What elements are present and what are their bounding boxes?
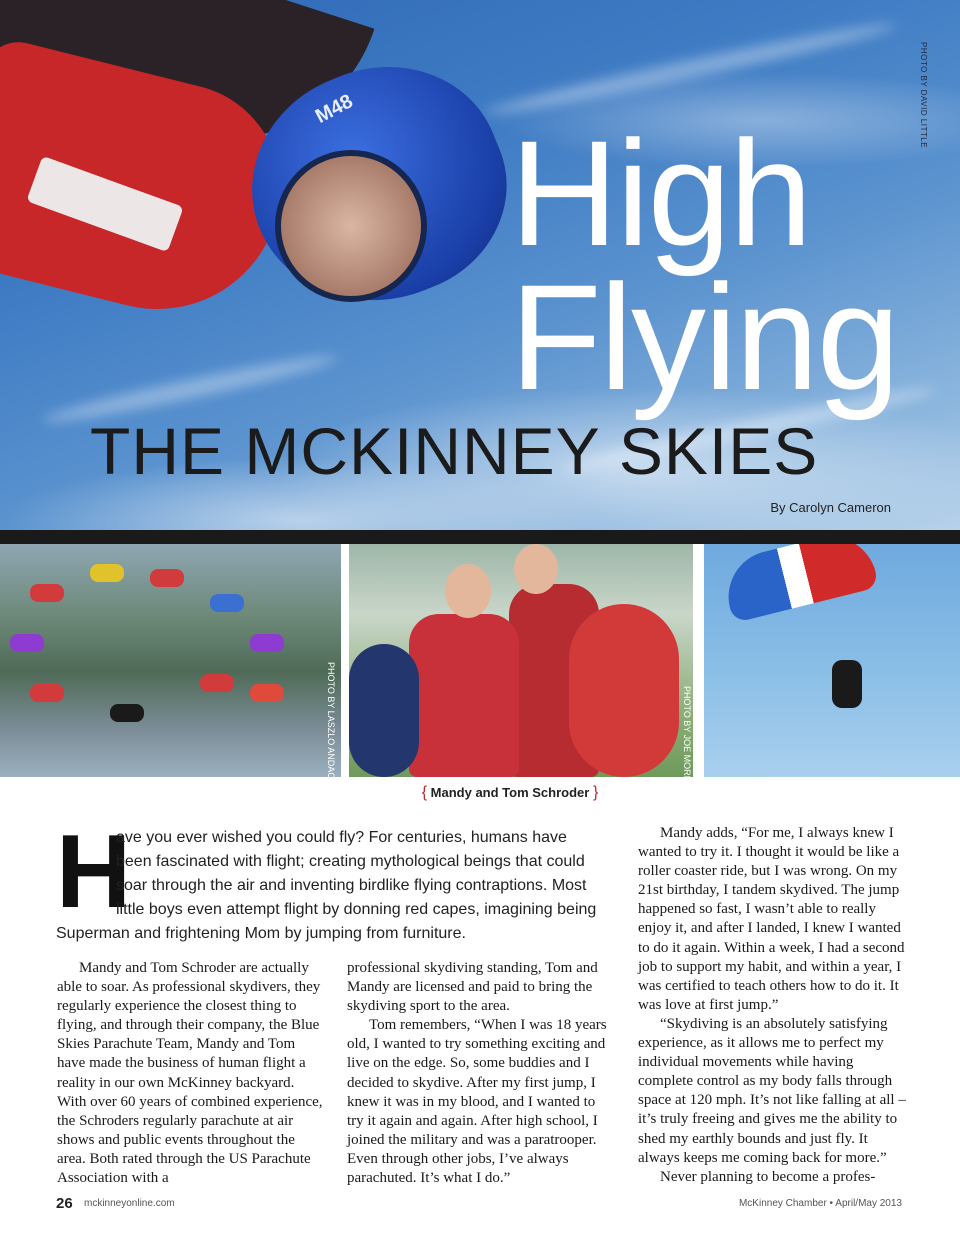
diver-shape xyxy=(90,564,124,582)
paragraph: Never planning to become a profes- xyxy=(660,1168,876,1185)
photo-credit-1: PHOTO BY LASZLO ANDACS xyxy=(326,662,336,785)
intro-line: ave you ever wished you could fly? For centuries, humans have xyxy=(116,829,567,846)
helmet-logo-text: M48 xyxy=(311,90,357,128)
skydiver-visor xyxy=(275,150,427,302)
subtitle: THE MCKINNEY SKIES xyxy=(90,414,819,488)
photo-caption xyxy=(380,784,640,802)
diver-shape xyxy=(200,674,234,692)
diver-shape xyxy=(10,634,44,652)
diver-shape xyxy=(210,594,244,612)
person-mandy xyxy=(409,614,519,777)
photo-mandy-and-tom xyxy=(349,544,693,785)
drop-cap: H xyxy=(56,814,132,930)
intro-line: been fascinated with flight; creating mythological beings that could xyxy=(116,853,585,870)
caption-brace-open: { xyxy=(421,784,428,801)
diver-shape xyxy=(250,684,284,702)
page-number: 26 xyxy=(56,1195,73,1212)
hero-photo xyxy=(0,0,960,530)
intro-line: Superman and frightening Mom by jumping from furniture. xyxy=(56,925,466,942)
diver-shape xyxy=(150,569,184,587)
diver-shape xyxy=(30,684,64,702)
paragraph: Mandy and Tom Schroder are actually able to soar. As professional skydivers, they regularly experience the closest thing to flying, and through their company, the Blue Skies Parachute Team, Mandy and Tom have made the business of human flight a reality in our own McKinney backyard. With over 60 years of combined experience, the Schroders regularly parachute at air shows and public events throughout the area. Both rated through the US Parachute Association with a xyxy=(57,960,323,1187)
paragraph: Tom remembers, “When I was 18 years old, I wanted to try something exciting and live on the edge. So, some buddies and I decided to skydive. After my first jump, I knew it was in my blood, and I wanted to try it again and again. After high school, I joined the military and was a paratrooper. Even through other jobs, I’ve always parachuted. It’s what I do.” xyxy=(347,1017,607,1187)
title-line-2: Flying xyxy=(510,253,899,421)
diver-shape xyxy=(110,704,144,722)
intro-line: little boys even attempt flight by donning red capes, imagining being xyxy=(116,901,597,918)
photo-credit-2: PHOTO BY JOE MORIN xyxy=(682,686,692,785)
caption-brace-close: } xyxy=(592,784,599,801)
face-tom xyxy=(514,544,558,594)
hero-photo-credit: PHOTO BY DAVID LITTLE xyxy=(919,42,928,149)
byline: By Carolyn Cameron xyxy=(770,500,891,515)
intro-line: soar through the air and inventing birdlike flying contraptions. Most xyxy=(116,877,587,894)
article-column-1 xyxy=(57,959,323,1188)
diver-shape xyxy=(30,584,64,602)
article-column-3 xyxy=(638,824,906,1187)
canopy-pilot-figure xyxy=(832,660,862,708)
title-line-1: High xyxy=(510,109,811,277)
parachute-canopy xyxy=(719,544,880,623)
parachute-bundle-red xyxy=(569,604,679,777)
photo-canopy-pilot xyxy=(704,544,960,777)
footer-publication: McKinney Chamber • April/May 2013 xyxy=(738,1198,902,1209)
intro-paragraph xyxy=(56,814,612,946)
photo-formation-skydivers xyxy=(0,544,341,785)
paragraph: professional skydiving standing, Tom and Mandy are licensed and paid to bring the skydiving sport to the area. xyxy=(347,960,598,1015)
footer-site: mckinneyonline.com xyxy=(84,1198,175,1209)
cloud-streak xyxy=(483,17,898,122)
paragraph: Mandy adds, “For me, I always knew I wanted to try it. I thought it would be like a roller coaster ride, but I was wrong. On my 21st birthday, I tandem skydived. The jump happened so fast, I wasn’t able to really enjoy it, and after I landed, I knew I wanted to do it again. Within a week, I had a second job to support my habit, and within a year, I was certified to teach others how to do it. It was love at first jump.” xyxy=(638,825,905,1013)
paragraph: “Skydiving is an absolutely satisfying experience, as it allows me to perfect my individual movements while having complete control as my body falls through space at 120 mph. It’s not like falling at all – it’s truly freeing and gives me the ability to shed my earthly bounds and just fly. It always keeps me coming back for more.” xyxy=(638,1015,906,1166)
face-mandy xyxy=(445,564,491,618)
caption-text: Mandy and Tom Schroder xyxy=(430,785,590,800)
diver-shape xyxy=(250,634,284,652)
parachute-bundle-blue xyxy=(349,644,419,777)
divider-bar xyxy=(0,530,960,544)
article-column-2 xyxy=(347,959,613,1188)
